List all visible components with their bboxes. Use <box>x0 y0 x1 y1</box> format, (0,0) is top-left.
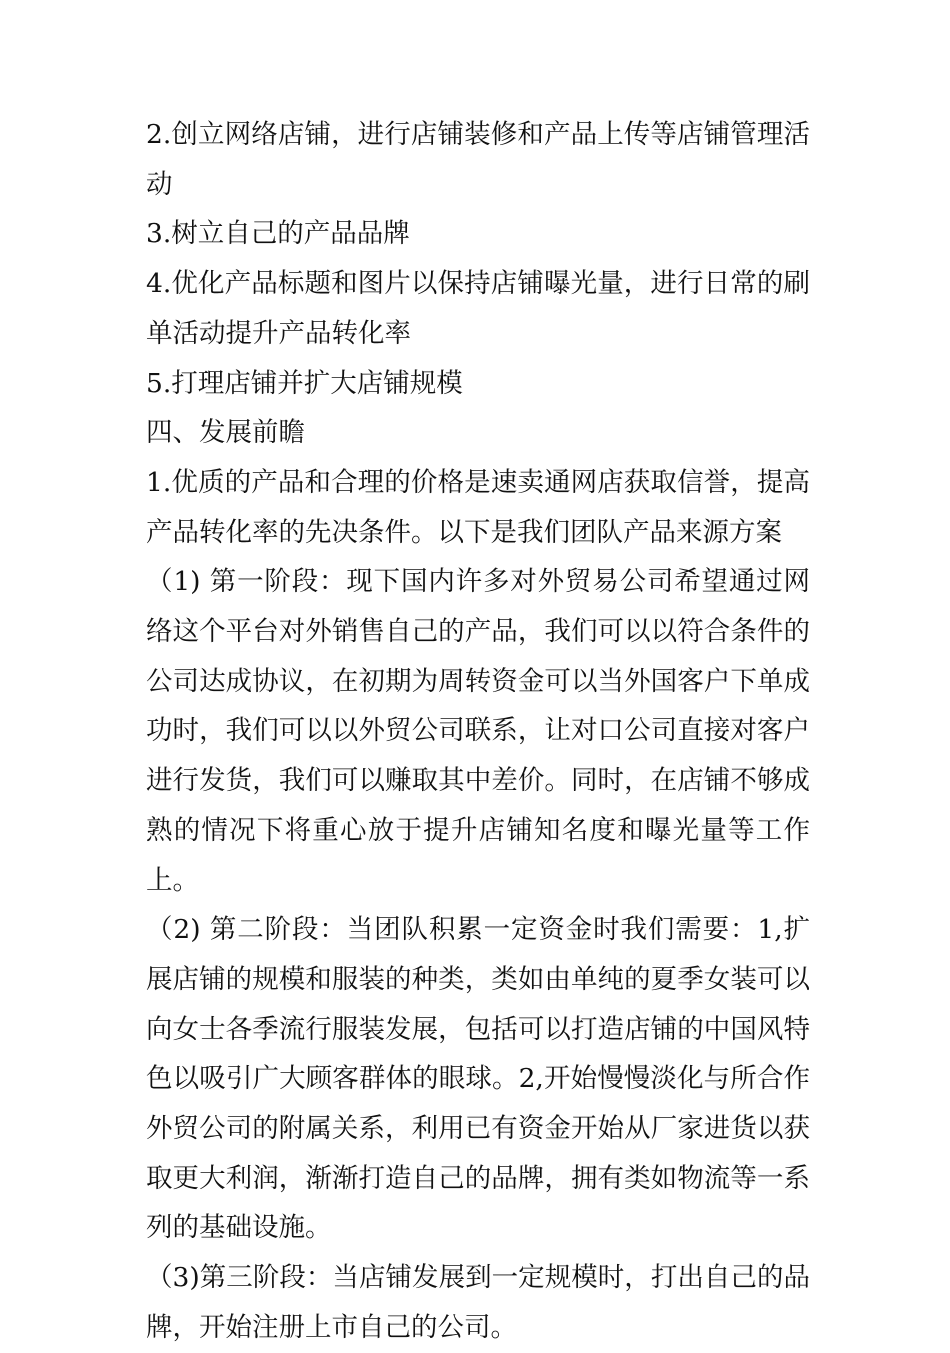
paragraph-step-4: 4.优化产品标题和图片以保持店铺曝光量，进行日常的刷单活动提升产品转化率 <box>146 268 810 349</box>
document-body <box>146 110 810 1353</box>
paragraph-step-2: 2.创立网络店铺，进行店铺装修和产品上传等店铺管理活动 <box>146 119 810 200</box>
paragraph-step-5: 5.打理店铺并扩大店铺规模 <box>146 367 463 399</box>
paragraph-stage-1: （1) 第一阶段：现下国内许多对外贸易公司希望通过网络这个平台对外销售自己的产品，我们可以以符合条件的公司达成协议，在初期为周转资金可以当外国客户下单成功时，我们可以以外贸公司联系，让对口公司直接对客户进行发货，我们可以赚取其中差价。同时，在店铺不够成熟的情况下将重心放于提升店铺知名度和曝光量等工作上。 <box>146 566 810 896</box>
section-heading: 四、发展前瞻 <box>146 417 305 449</box>
paragraph-outlook-1: 1.优质的产品和合理的价格是速卖通网店获取信誉，提高产品转化率的先决条件。以下是我们团队产品来源方案 <box>146 466 810 548</box>
paragraph-stage-2: （2) 第二阶段：当团队积累一定资金时我们需要：1,扩展店铺的规模和服装的种类，类如由单纯的夏季女装可以向女士各季流行服装发展，包括可以打造店铺的中国风特色以吸引广大顾客群体的眼球。2,开始慢慢淡化与所合作外贸公司的附属关系，利用已有资金开始从厂家进货以获取更大利润，渐渐打造自己的品牌，拥有类如物流等一系列的基础设施。 <box>146 914 810 1244</box>
paragraph-step-3: 3.树立自己的产品品牌 <box>146 218 410 250</box>
paragraph-stage-3: （3)第三阶段：当店铺发展到一定规模时，打出自己的品牌，开始注册上市自己的公司。 <box>146 1262 810 1343</box>
